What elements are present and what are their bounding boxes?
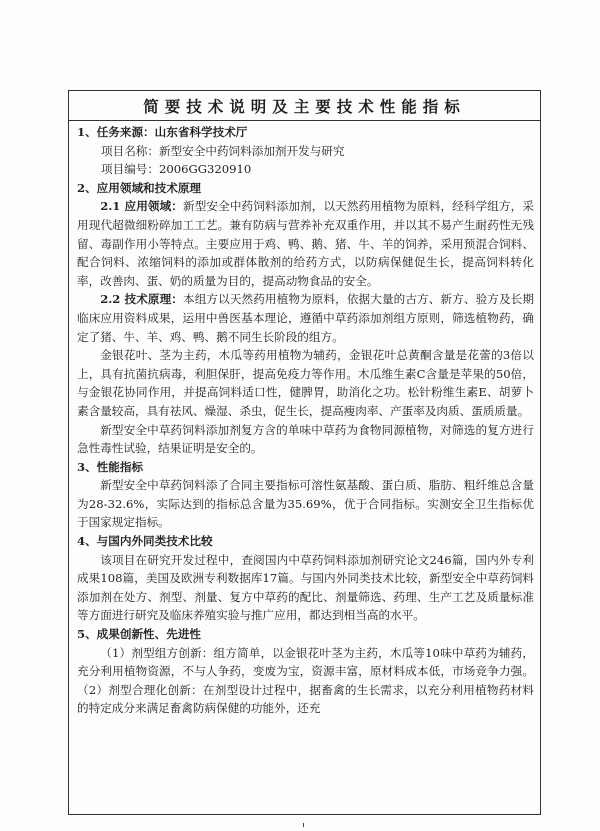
section-3-heading: 3、性能指标 xyxy=(77,459,144,474)
page-marker xyxy=(303,823,304,827)
document-table xyxy=(68,90,541,815)
section-5-paragraph: （1）剂型组方创新：组方简单，以金银花叶茎为主药，木瓜等10味中草药为辅药，充分利用植物资源，不与人争药，变废为宝，资源丰富，原材料成本低，市场竞争力强。（2）剂型合理化创新：在剂型设计过程中，据畜禽的生长需求，以充分利用植物药材料的特定成分来满足畜禽防病保健的功能外，还充 xyxy=(77,645,534,716)
section-2-heading: 2、应用领域和技术原理 xyxy=(77,180,202,195)
section-2-1-paragraph xyxy=(77,197,534,290)
section-3-paragraph: 新型安全中草药饲料添了合同主要指标可溶性氨基酸、蛋白质、脂肪、粗纤维总含量为28-32.6%，实际达到的指标总含量为35.69%，优于合同指标。实测安全卫生指标优于国家规定指标。 xyxy=(77,478,534,530)
task-source: 山东省科学技术厅 xyxy=(154,125,248,139)
section-2-2-label: 2.2 技术原理： xyxy=(100,292,184,307)
section-2-1-label: 2.1 应用领域： xyxy=(100,199,184,214)
project-number: 项目编号：2006GG320910 xyxy=(101,162,252,177)
section-1-heading xyxy=(77,123,534,142)
section-4-paragraph: 该项目在研究开发过程中，查阅国内中草药饲料添加剂研究论文246篇，国内外专利成果108篇，美国及欧洲专利数据库17篇。与国内外同类技术比较，新型安全中草药饲料添加剂在处方、剂型、剂量、复方中草药的配比、剂量筛选、药理、生产工艺及质量标准等方面进行研究及临床养殖实验与推广应用，都达到相当高的水平。 xyxy=(77,552,534,623)
section-2-2-paragraph-3: 新型安全中草药饲料添加剂复方含的单味中草药为食物同源植物，对筛选的复方进行急性毒性试验，结果证明是安全的。 xyxy=(77,422,534,456)
section-5-heading: 5、成果创新性、先进性 xyxy=(77,627,202,642)
section-2-2-text: 本组方以天然药用植物为原料，依据大量的古方、新方、验方及长期临床应用资料成果，运用中兽医基本理论，遵循中草药添加剂组方原则，筛选植物药，确定了猪、牛、羊、鸡、鸭、鹅不同生长阶段的组方。 xyxy=(77,292,534,344)
project-name: 项目名称：新型安全中药饲料添加剂开发与研究 xyxy=(101,143,345,158)
title-row xyxy=(69,91,540,121)
document-title: 简要技术说明及主要技术性能指标 xyxy=(143,96,466,116)
section-2-2-paragraph xyxy=(77,290,534,346)
section-2-1-text: 新型安全中药饲料添加剂，以天然药用植物为原料，经科学组方，采用现代超微细粉碎加工工艺。兼有防病与营养补充双重作用，并以其不易产生耐药性无残留、毒副作用小等特点。主要应用于鸡、鸭、鹅、猪、牛、羊的饲养，采用预混合饲料、配合饲料、浓缩饲料的添加或群体散剂的给药方式，以防病保健促生长，提高饲料转化率，改善肉、蛋、奶的质量为目的，提高动物食品的安全。 xyxy=(77,199,534,288)
document-body xyxy=(69,121,540,718)
section-4-heading: 4、与国内外同类技术比较 xyxy=(77,534,213,549)
section-2-2-paragraph-2: 金银花叶、茎为主药，木瓜等药用植物为辅药，金银花叶总黄酮含量是花蕾的3倍以上，具有抗菌抗病毒，利胆保肝，提高免疫力等作用。木瓜维生素C含量是苹果的50倍，与金银花协同作用，并提高饲料适口性，健脾胃，助消化之功。松针粉维生素E、胡萝卜素含量较高，具有祛风、燥湿、杀虫，促生长，提高瘦肉率、产蛋率及肉质、蛋质质量。 xyxy=(77,348,534,418)
section-1-label: 1、任务来源： xyxy=(77,125,155,139)
